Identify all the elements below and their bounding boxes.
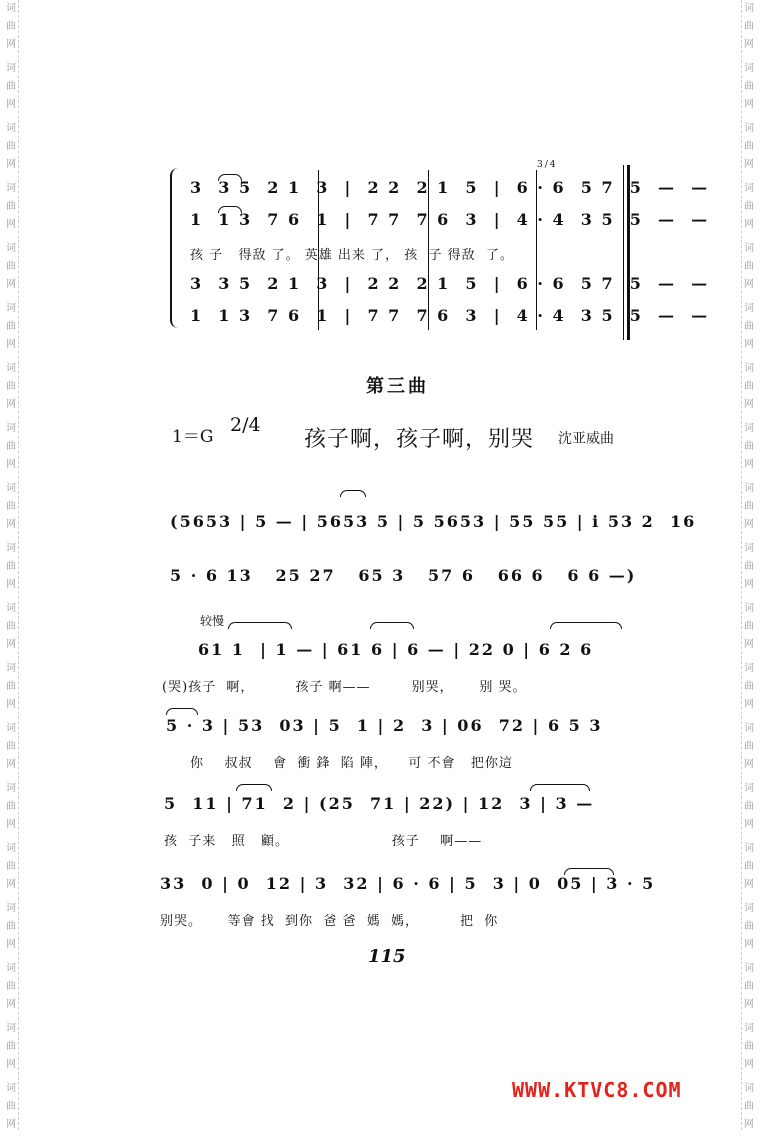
watermark-char: 网 bbox=[744, 939, 754, 950]
music-row: 5 11 | 71 2 | (25 71 | 22) | 12 3 | 3 — bbox=[164, 794, 595, 813]
lyric-row: 别哭。 等會 找 到你 爸 爸 媽 媽， 把 你 bbox=[160, 914, 499, 929]
watermark-char: 词 bbox=[744, 963, 754, 974]
watermark-char: 曲 bbox=[744, 1101, 754, 1112]
watermark-char: 词 bbox=[6, 603, 16, 614]
watermark-char: 曲 bbox=[6, 1041, 16, 1052]
slur bbox=[530, 784, 590, 791]
lyric-row: 孩 子来 照 顧。 孩子 啊—— bbox=[164, 834, 483, 849]
watermark-char: 网 bbox=[6, 99, 16, 110]
watermark-char: 网 bbox=[744, 279, 754, 290]
watermark-char: 曲 bbox=[744, 741, 754, 752]
watermark-char: 曲 bbox=[6, 21, 16, 32]
watermark-char: 网 bbox=[744, 759, 754, 770]
lyric-row: 你 叔叔 會 衝 鋒 陷 陣， 可 不會 把你這 bbox=[190, 756, 513, 771]
watermark-char: 词 bbox=[744, 123, 754, 134]
watermark-char: 网 bbox=[6, 939, 16, 950]
watermark-char: 词 bbox=[6, 483, 16, 494]
slur bbox=[370, 622, 414, 629]
watermark-char: 曲 bbox=[6, 681, 16, 692]
watermark-char: 词 bbox=[744, 723, 754, 734]
watermark-char: 词 bbox=[6, 1083, 16, 1094]
slur bbox=[166, 708, 198, 715]
watermark-char: 网 bbox=[6, 519, 16, 530]
watermark-char: 词 bbox=[744, 483, 754, 494]
watermark-char: 词 bbox=[744, 303, 754, 314]
watermark-char: 词 bbox=[744, 363, 754, 374]
watermark-char: 曲 bbox=[6, 741, 16, 752]
watermark-char: 网 bbox=[744, 99, 754, 110]
watermark-char: 词 bbox=[744, 1083, 754, 1094]
watermark-char: 词 bbox=[744, 183, 754, 194]
watermark-char: 曲 bbox=[744, 561, 754, 572]
composer-credit: 沈亚威曲 bbox=[558, 431, 614, 447]
watermark-char: 曲 bbox=[744, 861, 754, 872]
watermark-char: 网 bbox=[744, 339, 754, 350]
watermark-char: 网 bbox=[6, 159, 16, 170]
piece-heading: 第三曲 bbox=[366, 376, 429, 397]
watermark-char: 曲 bbox=[6, 501, 16, 512]
watermark-char: 网 bbox=[744, 639, 754, 650]
watermark-char: 曲 bbox=[6, 201, 16, 212]
watermark-char: 曲 bbox=[744, 681, 754, 692]
small-time-mark: 3/4 bbox=[537, 160, 558, 170]
music-row: 5 · 3 | 53 03 | 5 1 | 2 3 | 06 72 | 6 5 3 bbox=[166, 716, 603, 735]
watermark-char: 网 bbox=[6, 219, 16, 230]
watermark-char: 曲 bbox=[744, 501, 754, 512]
site-url[interactable]: WWW.KTVC8.COM bbox=[512, 1078, 682, 1102]
watermark-char: 词 bbox=[6, 1023, 16, 1034]
watermark-char: 曲 bbox=[6, 381, 16, 392]
watermark-char: 网 bbox=[744, 699, 754, 710]
key-signature: 1＝G bbox=[172, 427, 214, 447]
watermark-char: 词 bbox=[6, 903, 16, 914]
watermark-char: 网 bbox=[6, 699, 16, 710]
watermark-char: 词 bbox=[6, 243, 16, 254]
watermark-char: 词 bbox=[6, 423, 16, 434]
music-row: 5 · 6 13 25 27 65 3 57 6 66 6 6 6 —) bbox=[170, 566, 637, 585]
watermark-char: 曲 bbox=[744, 261, 754, 272]
watermark-char: 曲 bbox=[744, 81, 754, 92]
watermark-char: 曲 bbox=[6, 141, 16, 152]
watermark-char: 曲 bbox=[6, 801, 16, 812]
watermark-char: 曲 bbox=[6, 441, 16, 452]
watermark-char: 词 bbox=[6, 303, 16, 314]
watermark-char: 曲 bbox=[744, 381, 754, 392]
tempo-marking: 较慢 bbox=[200, 614, 225, 628]
watermark-char: 网 bbox=[744, 819, 754, 830]
watermark-char: 词 bbox=[6, 723, 16, 734]
watermark-char: 网 bbox=[6, 459, 16, 470]
watermark-char: 曲 bbox=[6, 621, 16, 632]
watermark-char: 曲 bbox=[6, 981, 16, 992]
watermark-char: 词 bbox=[744, 843, 754, 854]
slur bbox=[550, 622, 622, 629]
watermark-char: 词 bbox=[6, 123, 16, 134]
page-number: 115 bbox=[368, 946, 406, 967]
watermark-char: 网 bbox=[6, 339, 16, 350]
time-signature: 2/4 bbox=[230, 414, 261, 436]
watermark-char: 曲 bbox=[6, 261, 16, 272]
watermark-char: 网 bbox=[6, 819, 16, 830]
watermark-char: 词 bbox=[744, 543, 754, 554]
watermark-char: 词 bbox=[6, 963, 16, 974]
watermark-char: 网 bbox=[6, 279, 16, 290]
song-title: 孩子啊，孩子啊，别哭 bbox=[304, 427, 535, 452]
watermark-gap bbox=[4, 1134, 18, 1140]
system-brace bbox=[170, 168, 178, 328]
watermark-char: 网 bbox=[744, 39, 754, 50]
watermark-char: 网 bbox=[6, 999, 16, 1010]
watermark-char: 曲 bbox=[744, 1041, 754, 1052]
watermark-char: 网 bbox=[744, 459, 754, 470]
music-row: 1 1 3 7 6 1 | 7 7 7 6 3 | 4 · 4 3 5 5 — — bbox=[190, 210, 710, 229]
watermark-char: 词 bbox=[744, 3, 754, 14]
watermark-char: 曲 bbox=[744, 801, 754, 812]
music-row: 33 0 | 0 12 | 3 32 | 6 · 6 | 5 3 | 0 05 | 3 · 5 bbox=[160, 874, 656, 893]
watermark-char: 曲 bbox=[744, 201, 754, 212]
slur bbox=[340, 490, 366, 497]
watermark-char: 网 bbox=[6, 579, 16, 590]
slur bbox=[236, 784, 272, 791]
lyric-row: 孩 子 得敌 了。 英雄 出来 了， 孩 子 得敌 了。 bbox=[190, 248, 514, 263]
watermark-char: 词 bbox=[744, 243, 754, 254]
watermark-char: 词 bbox=[744, 63, 754, 74]
watermark-char: 网 bbox=[6, 1059, 16, 1070]
watermark-char: 曲 bbox=[6, 321, 16, 332]
watermark-char: 网 bbox=[6, 39, 16, 50]
watermark-char: 词 bbox=[6, 783, 16, 794]
watermark-char: 曲 bbox=[744, 441, 754, 452]
watermark-char: 网 bbox=[744, 879, 754, 890]
watermark-column-left bbox=[4, 0, 19, 1130]
watermark-char: 网 bbox=[6, 759, 16, 770]
watermark-char: 曲 bbox=[744, 321, 754, 332]
watermark-char: 词 bbox=[6, 183, 16, 194]
watermark-column-right bbox=[741, 0, 756, 1130]
watermark-char: 词 bbox=[744, 903, 754, 914]
watermark-char: 曲 bbox=[744, 21, 754, 32]
watermark-char: 曲 bbox=[744, 981, 754, 992]
watermark-char: 网 bbox=[744, 219, 754, 230]
watermark-char: 词 bbox=[6, 3, 16, 14]
lyric-row: (哭)孩子 啊， 孩子 啊—— 别哭， 别 哭。 bbox=[162, 680, 527, 695]
watermark-char: 曲 bbox=[6, 561, 16, 572]
watermark-char: 曲 bbox=[744, 141, 754, 152]
watermark-char: 词 bbox=[6, 843, 16, 854]
watermark-char: 网 bbox=[744, 159, 754, 170]
watermark-char: 网 bbox=[6, 1119, 16, 1130]
music-row: 3 3 5 2 1 3 | 2 2 2 1 5 | 6 · 6 5 7 5 — — bbox=[190, 274, 710, 293]
watermark-gap bbox=[742, 1134, 756, 1140]
music-row: 61 1 | 1 — | 61 6 | 6 — | 22 0 | 6 2 6 bbox=[198, 640, 594, 659]
music-row: 3 3 5 2 1 3 | 2 2 2 1 5 | 6 · 6 5 7 5 — — bbox=[190, 178, 710, 197]
watermark-char: 网 bbox=[744, 1119, 754, 1130]
watermark-char: 网 bbox=[6, 879, 16, 890]
watermark-char: 网 bbox=[744, 1059, 754, 1070]
watermark-char: 词 bbox=[744, 1023, 754, 1034]
watermark-char: 词 bbox=[744, 783, 754, 794]
watermark-char: 词 bbox=[6, 363, 16, 374]
watermark-char: 词 bbox=[6, 63, 16, 74]
music-row: 1 1 3 7 6 1 | 7 7 7 6 3 | 4 · 4 3 5 5 — — bbox=[190, 306, 710, 325]
watermark-char: 曲 bbox=[744, 621, 754, 632]
watermark-char: 词 bbox=[744, 603, 754, 614]
watermark-char: 网 bbox=[744, 399, 754, 410]
watermark-char: 词 bbox=[6, 663, 16, 674]
music-row: (5653 | 5 — | 5653 5 | 5 5653 | 55 55 | i 53 2 16 bbox=[170, 512, 697, 531]
watermark-char: 曲 bbox=[6, 1101, 16, 1112]
watermark-char: 网 bbox=[744, 519, 754, 530]
watermark-char: 网 bbox=[744, 999, 754, 1010]
watermark-char: 网 bbox=[6, 399, 16, 410]
watermark-char: 网 bbox=[6, 639, 16, 650]
watermark-char: 曲 bbox=[6, 921, 16, 932]
watermark-char: 词 bbox=[744, 423, 754, 434]
watermark-char: 曲 bbox=[6, 81, 16, 92]
slur bbox=[228, 622, 292, 629]
watermark-char: 词 bbox=[6, 543, 16, 554]
watermark-char: 词 bbox=[744, 663, 754, 674]
watermark-char: 网 bbox=[744, 579, 754, 590]
watermark-char: 曲 bbox=[6, 861, 16, 872]
watermark-char: 曲 bbox=[744, 921, 754, 932]
